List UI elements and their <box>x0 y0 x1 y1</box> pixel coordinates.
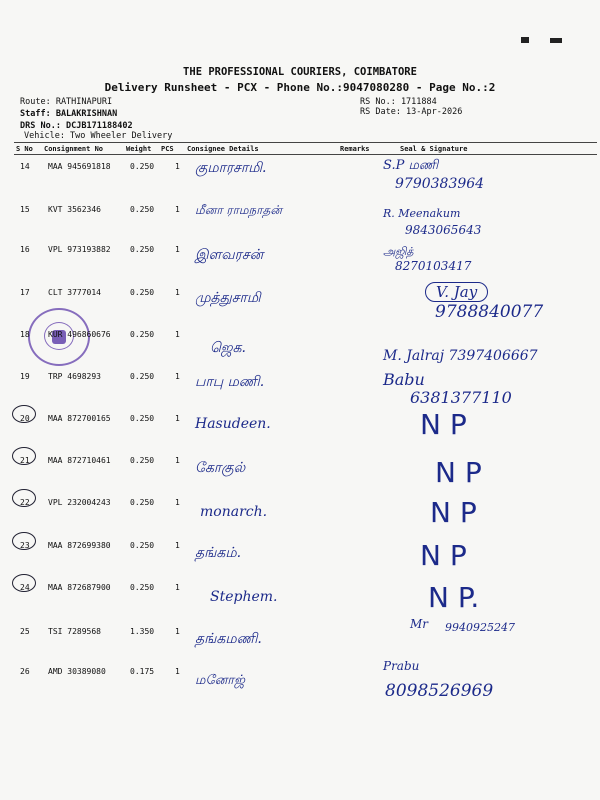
row-sno: 25 <box>20 627 30 636</box>
row-weight: 0.250 <box>130 414 155 423</box>
row-consignment: MAA 872710461 <box>48 456 111 465</box>
row-weight: 0.250 <box>130 372 155 381</box>
vehicle: Vehicle: Two Wheeler Delivery <box>24 131 173 141</box>
row-pcs: 1 <box>175 456 180 465</box>
header-rule-bottom <box>14 154 597 155</box>
row-consignment: AMD 30389080 <box>48 667 106 676</box>
row-signature: S.P மணி <box>383 158 439 173</box>
row-consignee-handwriting: Stephem. <box>210 589 278 605</box>
row-consignee-handwriting: Hasudeen. <box>195 416 271 432</box>
col-weight: Weight <box>126 145 152 153</box>
row-sno: 17 <box>20 288 30 297</box>
row-consignee-handwriting: மனோஜ் <box>195 673 245 688</box>
col-consignee: Consignee Details <box>187 145 259 153</box>
row-consignee-handwriting: monarch. <box>200 504 268 520</box>
row-pcs: 1 <box>175 667 180 676</box>
row-consignment: VPL 973193882 <box>48 245 111 254</box>
row-signature: M. Jalraj 7397406667 <box>383 348 538 364</box>
staff: Staff: BALAKRISHNAN <box>20 109 118 119</box>
row-signature-phone: 8098526969 <box>385 681 494 701</box>
row-consignee-handwriting: பாபு மணி. <box>195 374 265 390</box>
row-pcs: 1 <box>175 583 180 592</box>
row-sno: 22 <box>20 498 30 507</box>
row-weight: 0.250 <box>130 498 155 507</box>
row-pcs: 1 <box>175 162 180 171</box>
row-consignee-handwriting: குமாரசாமி. <box>195 160 267 176</box>
row-consignee-handwriting: இளவரசன் <box>195 247 264 263</box>
row-sno: 26 <box>20 667 30 676</box>
row-signature: V. Jay <box>425 282 488 302</box>
row-consignment: CLT 3777014 <box>48 288 101 297</box>
row-sno: 18 <box>20 330 30 339</box>
row-weight: 0.250 <box>130 330 155 339</box>
row-sno: 24 <box>20 583 30 592</box>
route: Route: RATHINAPURI <box>20 97 113 107</box>
row-pcs: 1 <box>175 372 180 381</box>
col-seal: Seal & Signature <box>400 145 468 153</box>
row-pcs: 1 <box>175 414 180 423</box>
row-pcs: 1 <box>175 330 180 339</box>
scan-mark <box>550 38 562 43</box>
row-sno: 14 <box>20 162 30 171</box>
row-consignment: MAA 872699380 <box>48 541 111 550</box>
row-weight: 0.250 <box>130 162 155 171</box>
row-pcs: 1 <box>175 498 180 507</box>
col-pcs: PCS <box>161 145 174 153</box>
row-weight: 0.250 <box>130 456 155 465</box>
row-signature-phone: 9940925247 <box>445 621 515 634</box>
company-title: THE PROFESSIONAL COURIERS, COIMBATORE <box>183 66 417 78</box>
rs-number: RS No.: 1711884 <box>360 97 437 107</box>
row-consignment: MAA 872687900 <box>48 583 111 592</box>
row-pcs: 1 <box>175 541 180 550</box>
scan-mark <box>521 37 529 43</box>
row-signature: N P <box>435 456 482 489</box>
row-signature: N P <box>420 408 467 441</box>
row-consignment: TSI 7289568 <box>48 627 101 636</box>
row-consignee-handwriting: முத்துசாமி <box>195 290 261 306</box>
row-signature-phone: 6381377110 <box>410 388 512 407</box>
row-sno: 23 <box>20 541 30 550</box>
row-consignee-handwriting: தங்கமணி. <box>195 631 262 647</box>
row-consignee-handwriting: ஜெக. <box>210 340 246 356</box>
row-sno: 15 <box>20 205 30 214</box>
row-signature: அஜித் <box>383 245 414 258</box>
col-sno: S No <box>16 145 33 153</box>
row-weight: 0.250 <box>130 541 155 550</box>
col-remarks: Remarks <box>340 145 370 153</box>
row-pcs: 1 <box>175 288 180 297</box>
row-signature: N P <box>430 496 477 529</box>
row-consignment: KVT 3562346 <box>48 205 101 214</box>
row-sno: 21 <box>20 456 30 465</box>
row-signature-phone: 9843065643 <box>405 223 482 237</box>
row-consignment: VPL 232004243 <box>48 498 111 507</box>
row-pcs: 1 <box>175 245 180 254</box>
rs-date: RS Date: 13-Apr-2026 <box>360 107 463 117</box>
header-rule-top <box>14 142 597 143</box>
row-weight: 0.250 <box>130 288 155 297</box>
row-signature: Babu <box>383 370 425 389</box>
row-weight: 0.175 <box>130 667 155 676</box>
row-signature: Prabu <box>383 659 420 673</box>
col-consignment: Consignment No <box>44 145 104 153</box>
row-signature: N P <box>420 539 467 572</box>
row-weight: 1.350 <box>130 627 155 636</box>
runsheet-subtitle: Delivery Runsheet - PCX - Phone No.:9047080280 - Page No.:2 <box>104 81 496 94</box>
row-pcs: 1 <box>175 205 180 214</box>
drs-number: DRS No.: DCJB171188402 <box>20 121 133 131</box>
row-consignment: KUR 496860676 <box>48 330 111 339</box>
row-consignee-handwriting: தங்கம். <box>195 545 242 561</box>
row-sno: 16 <box>20 245 30 254</box>
row-consignment: MAA 872700165 <box>48 414 111 423</box>
row-pcs: 1 <box>175 627 180 636</box>
row-weight: 0.250 <box>130 583 155 592</box>
row-signature-phone: 8270103417 <box>395 259 472 273</box>
row-consignment: MAA 945691818 <box>48 162 111 171</box>
row-sno: 20 <box>20 414 30 423</box>
row-weight: 0.250 <box>130 245 155 254</box>
row-consignee-handwriting: மீனா ராமநாதன் <box>195 203 282 217</box>
row-signature: R. Meenakum <box>383 207 461 220</box>
row-signature: Mr <box>410 617 429 631</box>
row-weight: 0.250 <box>130 205 155 214</box>
row-consignment: TRP 4698293 <box>48 372 101 381</box>
row-signature-phone: 9790383964 <box>395 176 485 192</box>
row-sno: 19 <box>20 372 30 381</box>
row-consignee-handwriting: கோகுல் <box>195 460 246 476</box>
row-signature-phone: 9788840077 <box>435 302 544 322</box>
row-signature: N P. <box>428 581 480 614</box>
